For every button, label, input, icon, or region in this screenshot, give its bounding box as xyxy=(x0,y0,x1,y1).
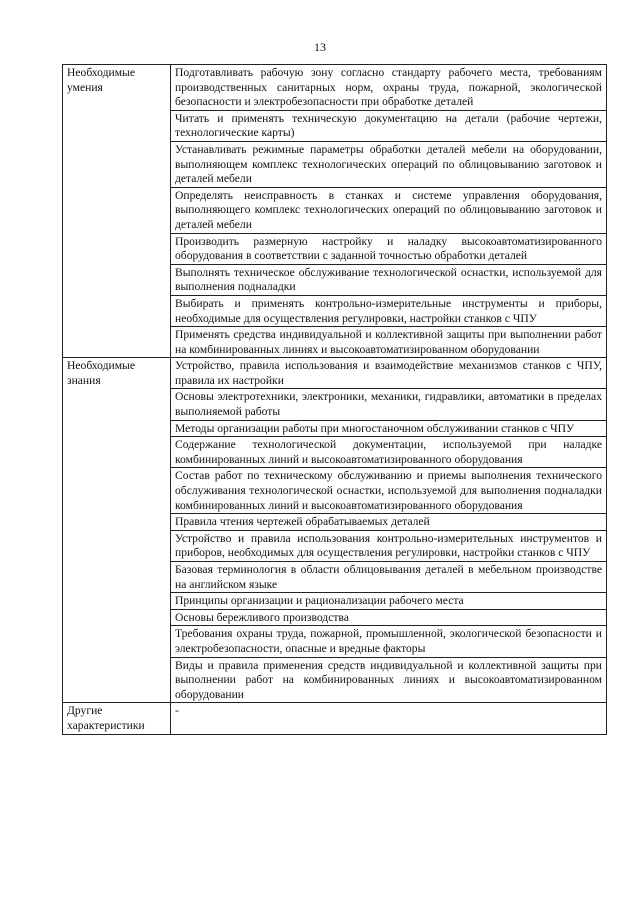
table-row xyxy=(63,703,607,734)
section-title: Необходимые знания xyxy=(63,358,171,703)
section-item: Устройство и правила использования контрольно-измерительных инструментов и приборов, необходимых для осуществления регулировки, настройки станков с ЧПУ xyxy=(171,530,607,561)
section-item: Методы организации работы при многостаночном обслуживании станков с ЧПУ xyxy=(171,420,607,437)
section-item: Правила чтения чертежей обрабатываемых деталей xyxy=(171,514,607,531)
section-title: Другие характеристики xyxy=(63,703,171,734)
section-item: Виды и правила применения средств индивидуальной и коллективной защиты при выполнении работ на комбинированных линиях и высокоавтоматизированном оборудовании xyxy=(171,657,607,703)
section-item: Принципы организации и рационализации рабочего места xyxy=(171,593,607,610)
section-item: - xyxy=(171,703,607,734)
table-row xyxy=(63,65,607,111)
characteristics-table xyxy=(62,64,607,735)
section-item: Основы бережливого производства xyxy=(171,609,607,626)
table-row xyxy=(63,358,607,389)
section-item: Выполнять техническое обслуживание технологической оснастки, используемой для выполнения подналадки xyxy=(171,264,607,295)
section-item: Читать и применять техническую документацию на детали (рабочие чертежи, технологические карты) xyxy=(171,110,607,141)
section-item: Устройство, правила использования и взаимодействие механизмов станков с ЧПУ, правила их настройки xyxy=(171,358,607,389)
section-title: Необходимые умения xyxy=(63,65,171,358)
section-item: Определять неисправность в станках и системе управления оборудования, выполняющего комплекс технологических операций по облицовыванию заготовок и деталей мебели xyxy=(171,187,607,233)
section-item: Состав работ по техническому обслуживанию и приемы выполнения технического обслуживания технологической оснастки, используемой для выполнения подналадки комбинированных линий и высокоавтоматизированного оборудования xyxy=(171,468,607,514)
section-item: Содержание технологической документации, используемой при наладке комбинированных линий и высокоавтоматизированного оборудования xyxy=(171,437,607,468)
section-item: Производить размерную настройку и наладку высокоавтоматизированного оборудования в соответствии с заданной точностью обработки деталей xyxy=(171,233,607,264)
page-number: 13 xyxy=(314,40,326,54)
section-item: Основы электротехники, электроники, механики, гидравлики, автоматики в пределах выполняемой работы xyxy=(171,389,607,420)
section-item: Подготавливать рабочую зону согласно стандарту рабочего места, требованиям производственных санитарных норм, охраны труда, пожарной, экологической безопасности и электробезопасности при обработке деталей xyxy=(171,65,607,111)
section-item: Устанавливать режимные параметры обработки деталей мебели на оборудовании, выполняющем комплекс технологических операций по облицовыванию заготовок и деталей мебели xyxy=(171,141,607,187)
section-item: Применять средства индивидуальной и коллективной защиты при выполнении работ на комбинированных линиях и высокоавтоматизированном оборудовании xyxy=(171,327,607,358)
section-item: Базовая терминология в области облицовывания деталей в мебельном производстве на английском языке xyxy=(171,562,607,593)
table-body xyxy=(63,65,607,735)
section-item: Выбирать и применять контрольно-измерительные инструменты и приборы, необходимые для осуществления регулировки, настройки станков с ЧПУ xyxy=(171,295,607,326)
section-item: Требования охраны труда, пожарной, промышленной, экологической безопасности и электробезопасности, опасные и вредные факторы xyxy=(171,626,607,657)
